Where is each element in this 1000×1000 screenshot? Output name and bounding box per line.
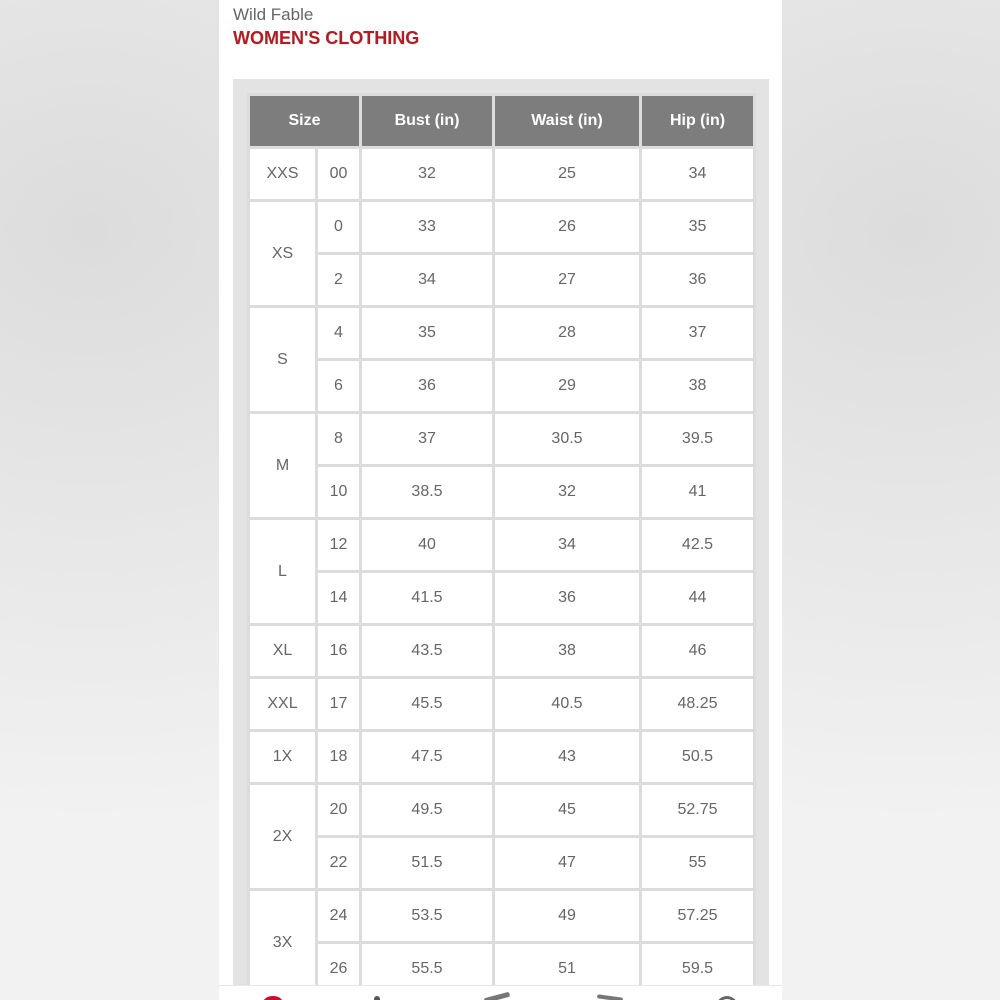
hip-cell: 37 <box>641 307 755 360</box>
size-chart-body <box>249 148 755 996</box>
waist-cell: 49 <box>494 890 641 943</box>
bust-cell: 37 <box>361 413 494 466</box>
table-row <box>249 360 755 413</box>
size-number-cell: 12 <box>317 519 361 572</box>
table-row <box>249 413 755 466</box>
bust-cell: 38.5 <box>361 466 494 519</box>
size-letter-cell: XXS <box>249 148 317 201</box>
hip-cell: 59.5 <box>641 943 755 996</box>
hip-cell: 48.25 <box>641 678 755 731</box>
hip-cell: 34 <box>641 148 755 201</box>
hip-cell: 38 <box>641 360 755 413</box>
size-chart-frame <box>233 79 769 1000</box>
waist-cell: 27 <box>494 254 641 307</box>
size-number-cell: 10 <box>317 466 361 519</box>
table-row <box>249 201 755 254</box>
bust-cell: 40 <box>361 519 494 572</box>
table-row <box>249 625 755 678</box>
bust-cell: 51.5 <box>361 837 494 890</box>
bust-cell: 43.5 <box>361 625 494 678</box>
size-chart <box>247 93 756 997</box>
hip-cell: 39.5 <box>641 413 755 466</box>
waist-cell: 45 <box>494 784 641 837</box>
page-title: WOMEN'S CLOTHING <box>233 28 420 48</box>
bust-cell: 55.5 <box>361 943 494 996</box>
bottom-nav-bar <box>219 985 782 1000</box>
size-number-cell: 26 <box>317 943 361 996</box>
hip-cell: 35 <box>641 201 755 254</box>
table-row <box>249 148 755 201</box>
bust-cell: 34 <box>361 254 494 307</box>
size-number-cell: 22 <box>317 837 361 890</box>
header-bust: Bust (in) <box>361 95 494 148</box>
header-waist: Waist (in) <box>494 95 641 148</box>
waist-cell: 28 <box>494 307 641 360</box>
size-number-cell: 00 <box>317 148 361 201</box>
waist-cell: 25 <box>494 148 641 201</box>
size-letter-cell: 1X <box>249 731 317 784</box>
waist-cell: 34 <box>494 519 641 572</box>
header-size: Size <box>249 95 361 148</box>
sell-icon[interactable] <box>484 992 510 1000</box>
size-chart-page <box>219 0 782 1000</box>
size-number-cell: 6 <box>317 360 361 413</box>
waist-cell: 26 <box>494 201 641 254</box>
waist-cell: 47 <box>494 837 641 890</box>
hip-cell: 50.5 <box>641 731 755 784</box>
waist-cell: 29 <box>494 360 641 413</box>
waist-cell: 30.5 <box>494 413 641 466</box>
size-letter-cell: M <box>249 413 317 519</box>
table-row <box>249 572 755 625</box>
discover-icon[interactable] <box>374 996 380 1000</box>
hip-cell: 42.5 <box>641 519 755 572</box>
brand-name: Wild Fable <box>233 5 314 24</box>
table-row <box>249 837 755 890</box>
size-letter-cell: 2X <box>249 784 317 890</box>
table-row <box>249 519 755 572</box>
hip-cell: 52.75 <box>641 784 755 837</box>
hip-cell: 41 <box>641 466 755 519</box>
size-number-cell: 4 <box>317 307 361 360</box>
waist-cell: 36 <box>494 572 641 625</box>
size-number-cell: 8 <box>317 413 361 466</box>
table-row <box>249 784 755 837</box>
header-hip: Hip (in) <box>641 95 755 148</box>
size-number-cell: 16 <box>317 625 361 678</box>
size-number-cell: 0 <box>317 201 361 254</box>
waist-cell: 40.5 <box>494 678 641 731</box>
hip-cell: 57.25 <box>641 890 755 943</box>
home-icon[interactable] <box>262 996 284 1000</box>
hip-cell: 44 <box>641 572 755 625</box>
share-icon[interactable] <box>597 994 623 1000</box>
bust-cell: 49.5 <box>361 784 494 837</box>
table-row <box>249 890 755 943</box>
waist-cell: 32 <box>494 466 641 519</box>
table-row <box>249 254 755 307</box>
table-row <box>249 307 755 360</box>
bust-cell: 47.5 <box>361 731 494 784</box>
bust-cell: 36 <box>361 360 494 413</box>
waist-cell: 51 <box>494 943 641 996</box>
size-number-cell: 18 <box>317 731 361 784</box>
bust-cell: 33 <box>361 201 494 254</box>
hip-cell: 55 <box>641 837 755 890</box>
size-letter-cell: S <box>249 307 317 413</box>
hip-cell: 36 <box>641 254 755 307</box>
waist-cell: 38 <box>494 625 641 678</box>
bust-cell: 32 <box>361 148 494 201</box>
table-row <box>249 678 755 731</box>
bust-cell: 45.5 <box>361 678 494 731</box>
size-number-cell: 20 <box>317 784 361 837</box>
size-letter-cell: L <box>249 519 317 625</box>
table-row <box>249 731 755 784</box>
table-row <box>249 466 755 519</box>
waist-cell: 43 <box>494 731 641 784</box>
size-chart-table <box>247 93 756 997</box>
bust-cell: 53.5 <box>361 890 494 943</box>
hip-cell: 46 <box>641 625 755 678</box>
size-number-cell: 24 <box>317 890 361 943</box>
size-number-cell: 17 <box>317 678 361 731</box>
size-letter-cell: 3X <box>249 890 317 996</box>
bust-cell: 35 <box>361 307 494 360</box>
size-number-cell: 14 <box>317 572 361 625</box>
size-letter-cell: XXL <box>249 678 317 731</box>
profile-icon[interactable] <box>716 996 738 1000</box>
bust-cell: 41.5 <box>361 572 494 625</box>
size-letter-cell: XS <box>249 201 317 307</box>
table-header-row <box>249 95 755 148</box>
size-number-cell: 2 <box>317 254 361 307</box>
size-letter-cell: XL <box>249 625 317 678</box>
